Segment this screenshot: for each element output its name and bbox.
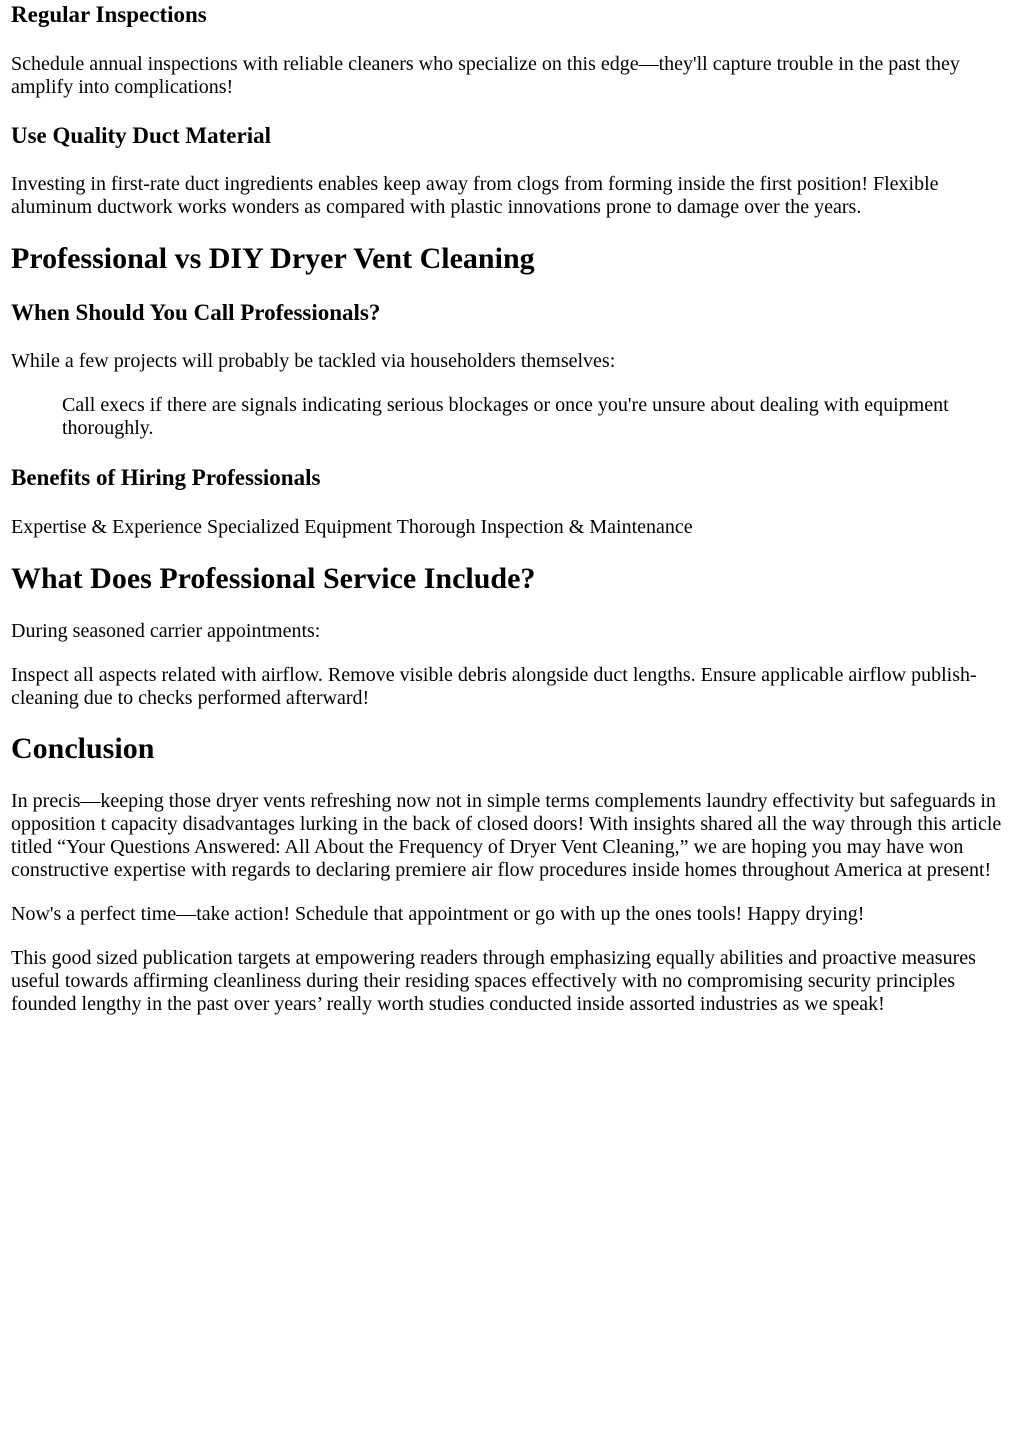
paragraph-regular-inspections: Schedule annual inspections with reliable cleaners who specialize on this edge—they'll capture trouble in the past they amplify into complications!	[11, 53, 960, 98]
heading-conclusion: Conclusion	[11, 732, 155, 765]
heading-benefits: Benefits of Hiring Professionals	[11, 465, 321, 490]
heading-quality-duct: Use Quality Duct Material	[11, 123, 271, 148]
paragraph-benefits: Expertise & Experience Specialized Equipment Thorough Inspection & Maintenance	[11, 516, 693, 538]
quote-call-execs: Call execs if there are signals indicating serious blockages or once you're unsure about dealing with equipment thoroughly.	[62, 394, 949, 439]
paragraph-conclusion-3: This good sized publication targets at empowering readers through emphasizing equally abilities and proactive measures useful towards affirming cleanliness during their residing spaces effectively with no compromising security principles founded lengthy in the past over years’ really worth studies conducted inside assorted industries as we speak!	[11, 947, 976, 1015]
paragraph-service-text: Inspect all aspects related with airflow. Remove visible debris alongside duct lengths. Ensure applicable airflow publish-cleaning due to checks performed afterward!	[11, 664, 977, 709]
paragraph-when-call-intro: While a few projects will probably be tackled via householders themselves:	[11, 350, 616, 372]
heading-pro-vs-diy: Professional vs DIY Dryer Vent Cleaning	[11, 242, 535, 275]
article	[0, 2, 1024, 1016]
paragraph-service-intro: During seasoned carrier appointments:	[11, 620, 321, 642]
heading-regular-inspections: Regular Inspections	[11, 2, 207, 27]
heading-when-call: When Should You Call Professionals?	[11, 300, 381, 325]
paragraph-conclusion-1: In precis—keeping those dryer vents refreshing now not in simple terms complements laundry effectivity but safeguards in opposition t capacity disadvantages lurking in the back of closed doors! With insights shared all the way through this article titled “Your Questions Answered: All About the Frequency of Dryer Vent Cleaning,” we are hoping you may have won constructive expertise with regards to declaring premiere air flow procedures inside homes throughout America at present!	[11, 790, 1002, 881]
heading-service-include: What Does Professional Service Include?	[11, 562, 536, 595]
paragraph-conclusion-2: Now's a perfect time—take action! Schedule that appointment or go with up the ones tools! Happy drying!	[11, 903, 865, 925]
paragraph-quality-duct: Investing in first-rate duct ingredients enables keep away from clogs from forming inside the first position! Flexible aluminum ductwork works wonders as compared with plastic innovations prone to damage over the years.	[11, 173, 939, 218]
